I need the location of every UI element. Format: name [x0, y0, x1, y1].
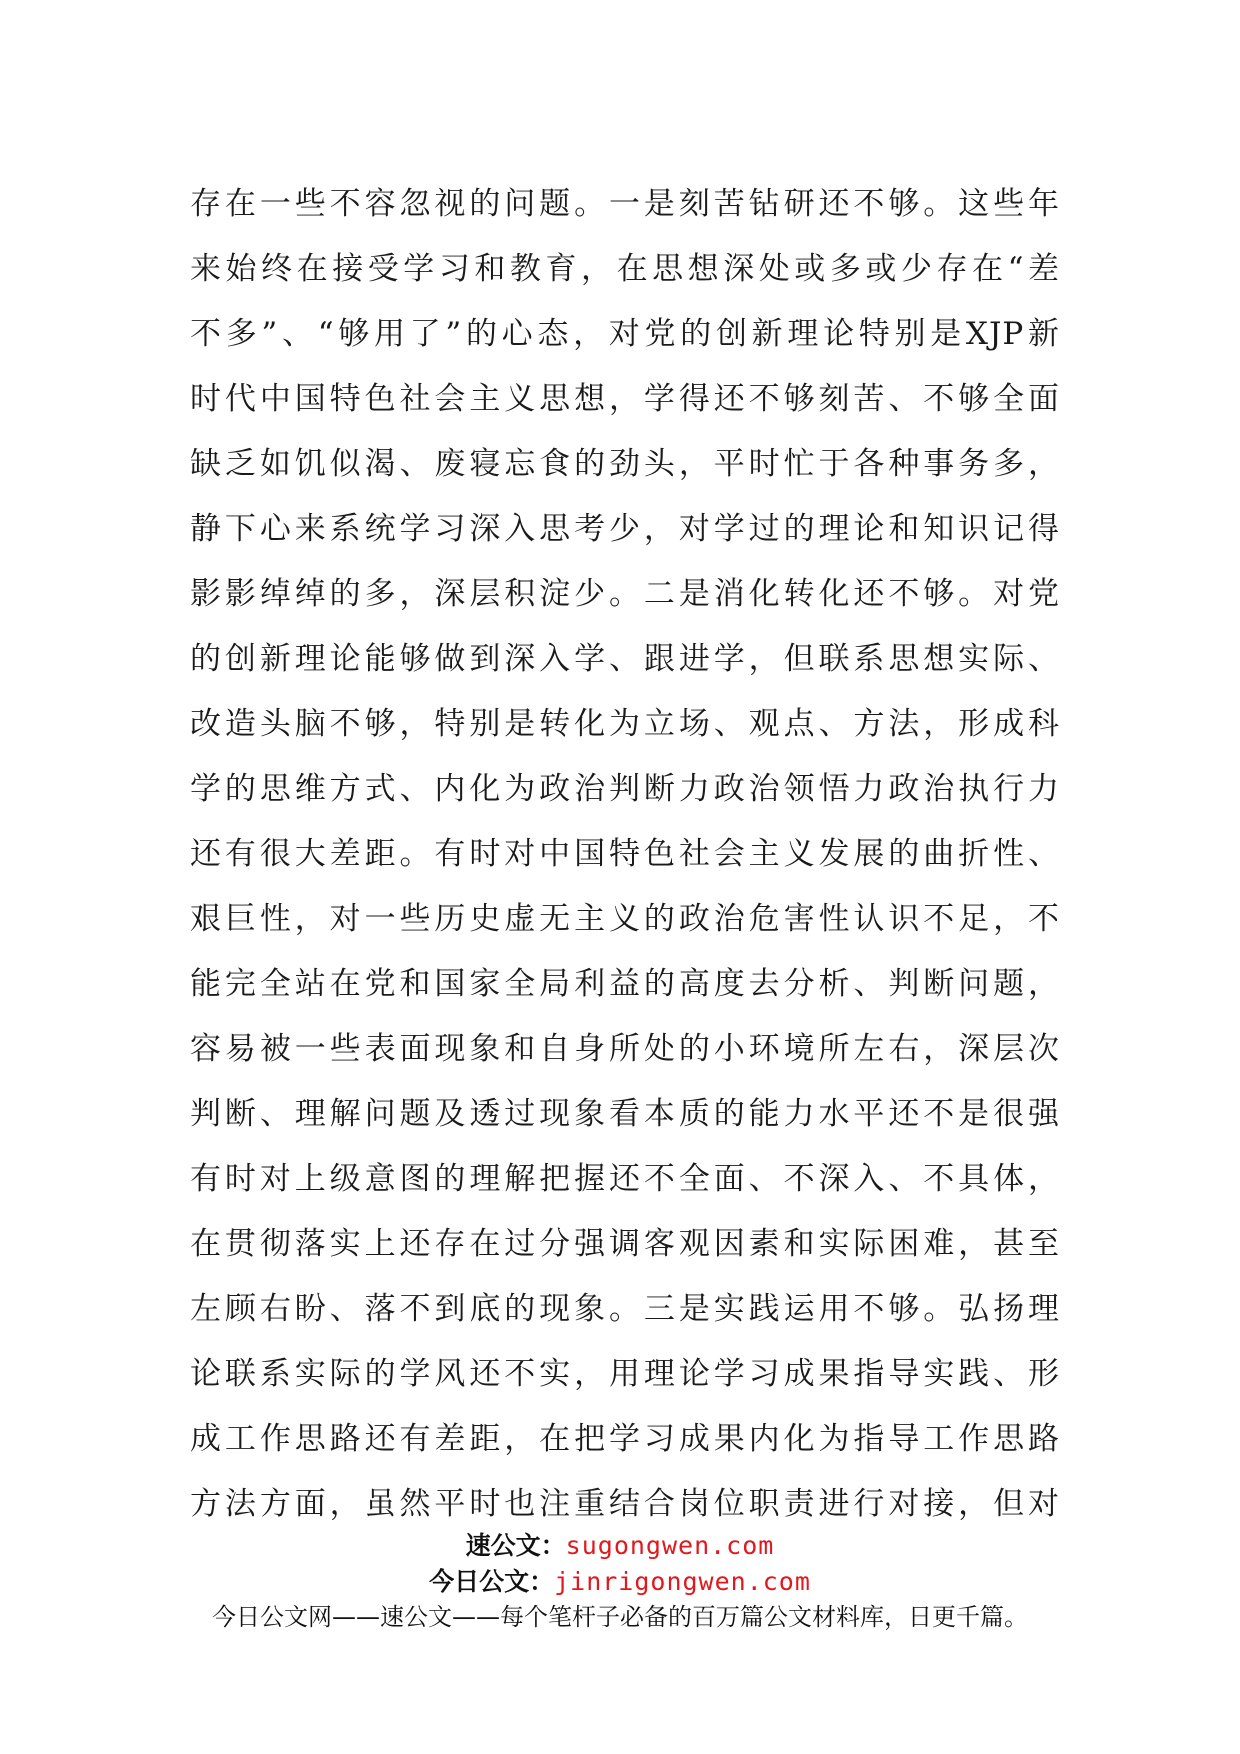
body-text-line: 缺乏如饥似渴、废寝忘食的劲头，平时忙于各种事务多， [190, 446, 1060, 482]
body-text-line: 改造头脑不够，特别是转化为立场、观点、方法，形成科 [190, 706, 1060, 742]
body-text-line: 容易被一些表面现象和自身所处的小环境所左右，深层次 [190, 1031, 1060, 1067]
body-text-line: 学的思维方式、内化为政治判断力政治领悟力政治执行力 [190, 771, 1060, 807]
body-text-line: 存在一些不容忽视的问题。一是刻苦钻研还不够。这些年 [190, 186, 1060, 222]
footer [0, 1528, 1240, 1634]
body-text-line: 不多”、“够用了”的心态，对党的创新理论特别是XJP新 [190, 316, 1060, 352]
body-text-line: 判断、理解问题及透过现象看本质的能力水平还不是很强 [190, 1096, 1060, 1132]
footer-label-jinrigongwen: 今日公文： [429, 1567, 555, 1596]
body-text-line: 方法方面，虽然平时也注重结合岗位职责进行对接，但对 [190, 1486, 1060, 1522]
jinrigongwen-link[interactable]: jinrigongwen.com [554, 1567, 811, 1596]
body-text [190, 172, 1060, 1537]
body-text-line: 艰巨性，对一些历史虚无主义的政治危害性认识不足，不 [190, 901, 1060, 937]
body-text-line: 影影绰绰的多，深层积淀少。二是消化转化还不够。对党 [190, 576, 1060, 612]
body-text-line: 在贯彻落实上还存在过分强调客观因素和实际困难，甚至 [190, 1226, 1060, 1262]
body-text-line: 有时对上级意图的理解把握还不全面、不深入、不具体， [190, 1161, 1060, 1197]
footer-slogan: 今日公文网——速公文——每个笔杆子必备的百万篇公文材料库，日更千篇。 [212, 1603, 1028, 1631]
body-text-line: 左顾右盼、落不到底的现象。三是实践运用不够。弘扬理 [190, 1291, 1060, 1327]
body-text-line: 论联系实际的学风还不实，用理论学习成果指导实践、形 [190, 1356, 1060, 1392]
body-text-line: 的创新理论能够做到深入学、跟进学，但联系思想实际、 [190, 641, 1060, 677]
footer-line-sugongwen [0, 1528, 1240, 1564]
body-text-line: 静下心来系统学习深入思考少，对学过的理论和知识记得 [190, 511, 1060, 547]
body-text-line: 成工作思路还有差距，在把学习成果内化为指导工作思路 [190, 1421, 1060, 1457]
footer-line-jinrigongwen [0, 1564, 1240, 1600]
sugongwen-link[interactable]: sugongwen.com [565, 1531, 775, 1560]
body-text-line: 来始终在接受学习和教育，在思想深处或多或少存在“差 [190, 251, 1060, 287]
body-text-line: 时代中国特色社会主义思想，学得还不够刻苦、不够全面 [190, 381, 1060, 417]
footer-label-sugongwen: 速公文： [465, 1531, 566, 1560]
body-text-line: 能完全站在党和国家全局利益的高度去分析、判断问题， [190, 966, 1060, 1002]
body-text-line: 还有很大差距。有时对中国特色社会主义发展的曲折性、 [190, 836, 1060, 872]
